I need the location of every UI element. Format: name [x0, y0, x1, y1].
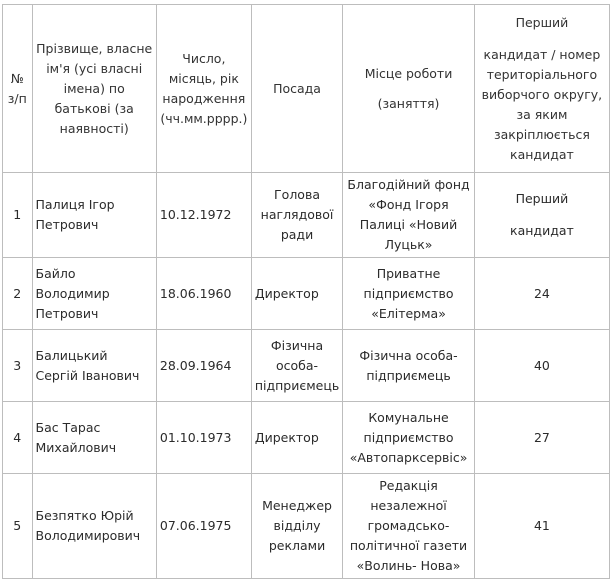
candidates-table [2, 4, 610, 579]
header-num: № з/п [3, 5, 33, 173]
row-candidate: 27 [474, 402, 609, 474]
header-birth: Число, місяць, рік народження (чч.мм.рррр.) [156, 5, 251, 173]
row-birth: 18.06.1960 [156, 258, 251, 330]
row-work: Комунальне підприємство «Автопарксервіс» [343, 402, 475, 474]
row-candidate: 40 [474, 330, 609, 402]
row-name: Безпятко Юрій Володимирович [32, 474, 156, 579]
row-position: Фізична особа-підприємець [251, 330, 342, 402]
table-row [3, 258, 610, 330]
row-birth: 07.06.1975 [156, 474, 251, 579]
table-row [3, 330, 610, 402]
header-name: Прізвище, власне ім'я (усі власні імена) по батькові (за наявності) [32, 5, 156, 173]
row-birth: 10.12.1972 [156, 173, 251, 258]
row-num: 4 [3, 402, 33, 474]
row-name: Балицький Сергій Іванович [32, 330, 156, 402]
row-candidate: 41 [474, 474, 609, 579]
header-work: Місце роботи (заняття) [343, 5, 475, 173]
table-row [3, 173, 610, 258]
row-birth: 01.10.1973 [156, 402, 251, 474]
row-num: 3 [3, 330, 33, 402]
row-candidate: 24 [474, 258, 609, 330]
row-position: Менеджер відділу реклами [251, 474, 342, 579]
row-work: Благодійний фонд «Фонд Ігоря Палиці «Новий Луцьк» [343, 173, 475, 258]
header-candidate: Перший кандидат / номер територіального виборчого округу, за яким закріплюється кандидат [474, 5, 609, 173]
row-name: Палиця Ігор Петрович [32, 173, 156, 258]
row-work: Приватне підприємство «Елітерма» [343, 258, 475, 330]
table-row [3, 474, 610, 579]
row-work: Фізична особа-підприємець [343, 330, 475, 402]
header-row [3, 5, 610, 173]
row-position: Директор [251, 402, 342, 474]
table-row [3, 402, 610, 474]
row-name: Байло Володимир Петрович [32, 258, 156, 330]
header-position: Посада [251, 5, 342, 173]
row-num: 1 [3, 173, 33, 258]
row-work: Редакція незалежної громадсько-політичної газети «Волинь- Нова» [343, 474, 475, 579]
row-position: Директор [251, 258, 342, 330]
row-candidate: Перший кандидат [474, 173, 609, 258]
row-birth: 28.09.1964 [156, 330, 251, 402]
row-position: Голова наглядової ради [251, 173, 342, 258]
row-num: 5 [3, 474, 33, 579]
row-num: 2 [3, 258, 33, 330]
row-name: Бас Тарас Михайлович [32, 402, 156, 474]
